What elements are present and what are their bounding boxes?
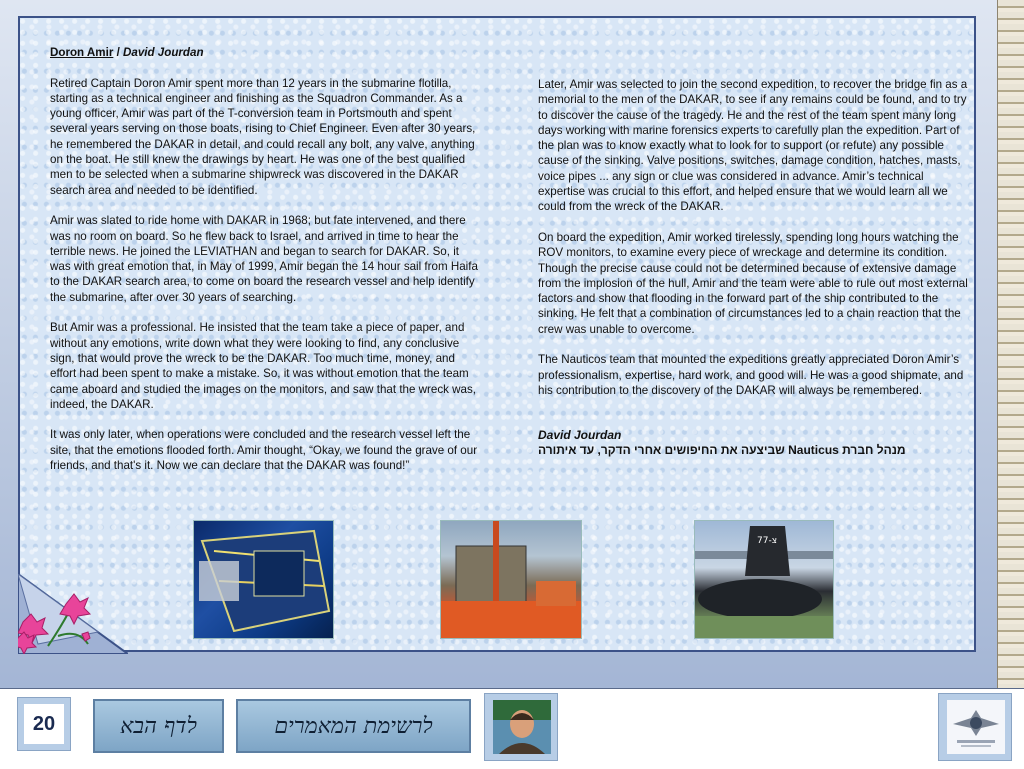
article-heading	[50, 45, 480, 60]
page-corner-flower-decoration	[18, 574, 128, 654]
spiral-binding	[997, 0, 1024, 690]
heading-separator: /	[113, 46, 124, 59]
signature-name: David Jourdan	[538, 428, 622, 443]
article-author: David Jourdan	[123, 46, 204, 59]
right-paragraph-3: The Nauticos team that mounted the expeditions greatly appreciated Doron Amir’s professionalism, expertise, hard work, and good will. He was a good shipmate, and his contribution to the discovery of the DAKAR will always be remembered.	[538, 353, 964, 397]
rov-underwater-photo	[193, 520, 334, 639]
article-right-column	[538, 77, 971, 458]
signature-block	[538, 428, 971, 458]
articles-list-button[interactable]: לרשימת המאמרים	[236, 699, 471, 753]
research-vessel-deck-photo	[440, 520, 582, 639]
logo-frame	[947, 700, 1005, 754]
right-paragraph-2: On board the expedition, Amir worked tirelessly, spending long hours watching the ROV monitors, to examine every piece of wreckage and determine its condition. Though the precise cause could not be determined because of extensive damage from the implosion of the hull, Amir and the team were able to rule out most external factors and show that flooding in the forward part of the ship contributed to the sinking. He felt that a combination of circumstances led to a chain reaction that the crew was unable to overcome.	[538, 230, 968, 336]
portrait-frame	[493, 700, 551, 754]
emblem-logo-icon	[947, 700, 1005, 754]
svg-text:צ-77: צ-77	[757, 536, 778, 546]
site-logo-button[interactable]	[938, 693, 1012, 761]
left-paragraph-1: Retired Captain Doron Amir spent more than 12 years in the submarine flotilla, starting as a technical engineer and finishing as the Squadron Commander. As a young officer, Amir was part of the T-conversion team in Portsmouth and spent several years serving on those boats, rising to Chief Engineer. Even after 30 years, he remembered the DAKAR in detail, and could recall any bolt, any valve, anything on the boat. He still knew the drawings by heart. He was one of the best qualified men to be selected when a submarine shipwreck was discovered in the DAKAR search area and needed to be identified.	[50, 76, 476, 197]
article-left-column	[50, 45, 480, 489]
left-paragraph-2: Amir was slated to ride home with DAKAR in 1968; but fate intervened, and there was no room on board. So he flew back to Israel, and arrived in time to hear the terrible news. He joined the LEVIATHAN and began to search for DAKAR. So, it was with great emotion that, in May of 1999, Amir began the 14 hour sail from Haifa to the DAKAR search area, to come on board the research vessel and help identify the submarine, after over 30 years of searching.	[50, 214, 478, 304]
signature-hebrew-caption: מנהל חברת Nauticus שביצעה את החיפושים אחרי הדקר, עד איתורה	[538, 443, 906, 458]
person-portrait-image	[493, 700, 551, 754]
bridge-fin-memorial-photo	[694, 520, 834, 639]
author-portrait-thumbnail[interactable]	[484, 693, 558, 761]
left-paragraph-4: It was only later, when operations were concluded and the research vessel left the site, that the emotions flooded forth. Amir thought, “Okay, we found the grave of our friends, and that's it. Now we can declare that the DAKAR was found!”	[50, 428, 478, 473]
right-paragraph-1: Later, Amir was selected to join the second expedition, to recover the bridge fin as a memorial to the men of the DAKAR, to see if any remains could be found, and to try to discover the cause of the tragedy. He and the rest of the team spent many long days working with marine forensics experts to carefully plan the expedition. Part of the plan was to know exactly what to look for to support (or refute) any possible cause of the sinking. Valve positions, switches, damage condition, hatches, masts, voice pipes ... any sign or clue was considered in advance. Amir’s technical expertise was crucial to this effort, and helped ensure that we would learn all we could from the wreck of the DAKAR.	[538, 78, 968, 214]
page-number: 20	[24, 704, 64, 744]
left-paragraph-3: But Amir was a professional. He insisted that the team take a piece of paper, and without any emotions, write down what they were looking to find, any conclusive sign, that would prove the wreck to be the DAKAR. Too much time, money, and effort had been spent to make a mistake. So, it was without emotion that the team came aboard and studied the images on the monitors, and saw that the wreck was, indeed, the DAKAR.	[50, 321, 476, 411]
next-page-button[interactable]: לדף הבא	[93, 699, 224, 753]
article-subject-name: Doron Amir	[50, 46, 114, 59]
page-number-box	[17, 697, 71, 751]
